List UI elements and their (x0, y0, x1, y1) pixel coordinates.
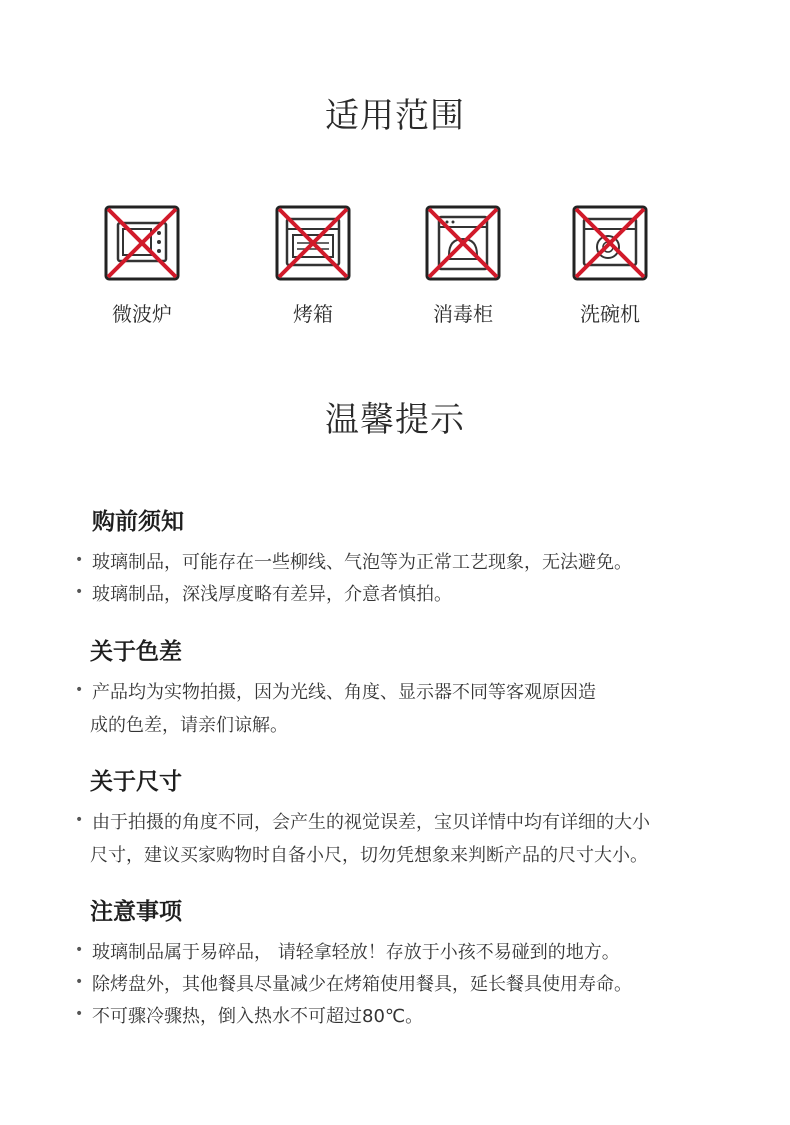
bullet: • (75, 552, 84, 568)
tip-line: 玻璃制品，深浅厚度略有差异，介意者慎拍。 (92, 584, 452, 605)
oven-prohibited-icon (275, 205, 351, 281)
tip-line: 不可骤冷骤热，倒入热水不可超过80℃。 (92, 1006, 424, 1027)
scope-item-dishwasher (550, 205, 670, 327)
group-title-before-purchase: 购前须知 (92, 509, 184, 535)
tip-line: 玻璃制品属于易碎品， 请轻拿轻放！存放于小孩不易碰到的地方。 (92, 942, 620, 963)
microwave-prohibited-icon (104, 205, 180, 281)
disinfection-cabinet-prohibited-icon (425, 205, 501, 281)
bullet: • (75, 1006, 84, 1022)
scope-label: 微波炉 (112, 302, 172, 326)
tip-line: 除烤盘外，其他餐具尽量减少在烤箱使用餐具，延长餐具使用寿命。 (92, 974, 632, 995)
scope-label: 洗碗机 (580, 302, 640, 326)
tip-line-continued: 成的色差，请亲们谅解。 (90, 715, 288, 736)
scope-title: 适用范围 (325, 96, 465, 136)
bullet: • (75, 942, 84, 958)
scope-label: 消毒柜 (433, 302, 493, 326)
bullet: • (75, 682, 84, 698)
scope-label: 烤箱 (293, 302, 333, 326)
bullet: • (75, 812, 84, 828)
group-title-notes: 注意事项 (90, 899, 182, 925)
tips-title: 温馨提示 (325, 400, 465, 440)
scope-item-oven (253, 205, 373, 327)
bullet: • (75, 974, 84, 990)
tip-line-continued: 尺寸，建议买家购物时自备小尺，切勿凭想象来判断产品的尺寸大小。 (90, 845, 648, 866)
tip-line: 玻璃制品，可能存在一些柳线、气泡等为正常工艺现象，无法避免。 (92, 552, 632, 573)
scope-item-microwave (82, 205, 202, 327)
group-title-size: 关于尺寸 (90, 769, 182, 795)
dishwasher-prohibited-icon (572, 205, 648, 281)
scope-item-disinfection-cabinet (403, 205, 523, 327)
group-title-color-difference: 关于色差 (90, 639, 182, 665)
tip-line: 由于拍摄的角度不同，会产生的视觉误差，宝贝详情中均有详细的大小 (92, 812, 650, 833)
tip-line: 产品均为实物拍摄，因为光线、角度、显示器不同等客观原因造 (92, 682, 596, 703)
bullet: • (75, 584, 84, 600)
